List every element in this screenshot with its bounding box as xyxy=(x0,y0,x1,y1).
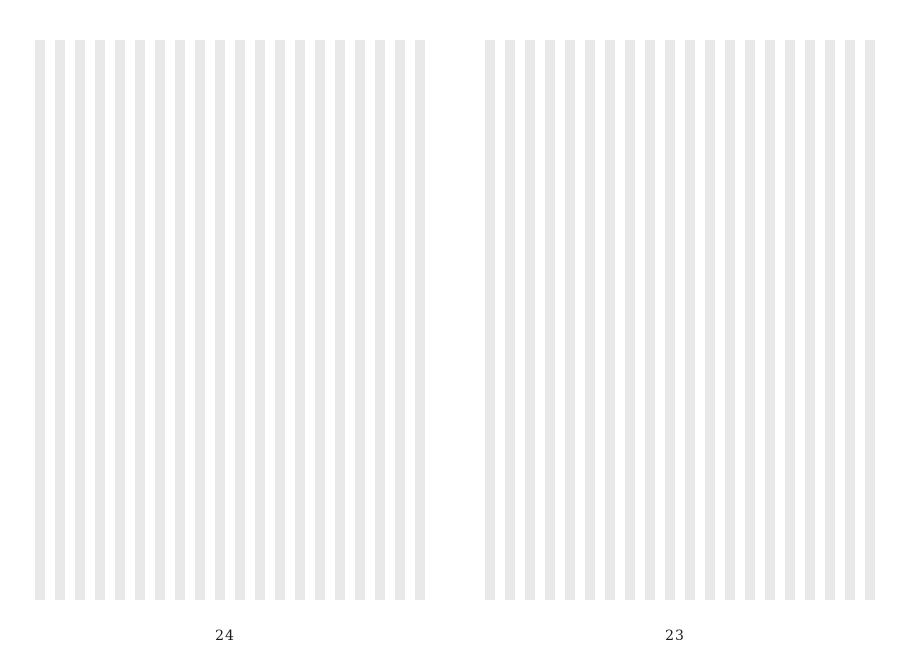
right-page xyxy=(450,0,900,669)
right-page-text-block xyxy=(475,40,875,600)
left-page-text-block xyxy=(25,40,425,600)
left-page-number: 24 xyxy=(215,628,235,644)
right-page-number: 23 xyxy=(665,628,685,644)
